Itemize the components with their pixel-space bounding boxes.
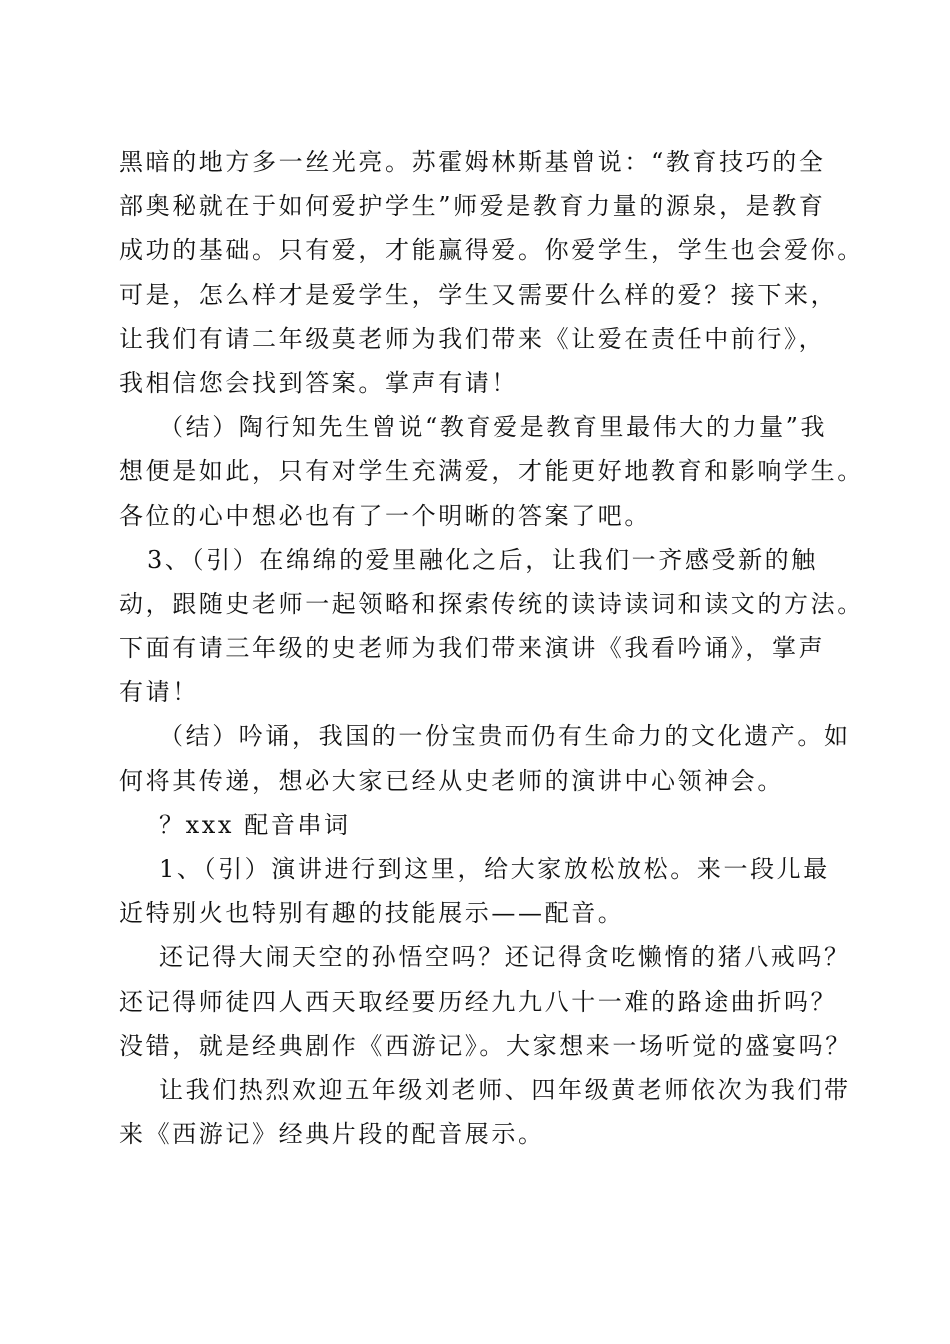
text-line: 3、（引）在绵绵的爱里融化之后，让我们一齐感受新的触 — [147, 545, 818, 574]
text-line: 下面有请三年级的史老师为我们带来演讲《我看吟诵》，掌声 — [119, 634, 826, 663]
text-line: （结）陶行知先生曾说“教育爱是教育里最伟大的力量”我 — [159, 413, 828, 442]
text-line: 让我们热烈欢迎五年级刘老师、四年级黄老师依次为我们带 — [159, 1075, 851, 1104]
text-line: 何将其传递，想必大家已经从史老师的演讲中心领神会。 — [119, 766, 784, 795]
text-line: 部奥秘就在于如何爱护学生”师爱是教育力量的源泉，是教育 — [119, 192, 826, 221]
text-line: 1、（引）演讲进行到这里，给大家放松放松。来一段儿最 — [159, 855, 830, 883]
text-line: 没错，就是经典剧作《西游记》。大家想来一场听觉的盛宴吗？ — [119, 1031, 852, 1060]
text-line: 想便是如此，只有对学生充满爱，才能更好地教育和影响学生。 — [119, 457, 864, 486]
section-heading: ？xxx 配音串词 — [159, 810, 351, 839]
text-line: 让我们有请二年级莫老师为我们带来《让爱在责任中前行》， — [119, 324, 826, 353]
text-line: 近特别火也特别有趣的技能展示——配音。 — [119, 899, 625, 928]
document-body — [119, 140, 864, 1156]
text-line: 成功的基础。只有爱，才能赢得爱。你爱学生，学生也会爱你。 — [119, 236, 864, 265]
text-line: 有请！ — [119, 678, 199, 707]
text-line: 动，跟随史老师一起领略和探索传统的读诗读词和读文的方法。 — [119, 589, 864, 618]
text-line: 我相信您会找到答案。掌声有请！ — [119, 368, 518, 397]
text-line: 来《西游记》经典片段的配音展示。 — [119, 1120, 545, 1149]
text-line: 各位的心中想必也有了一个明晰的答案了吧。 — [119, 501, 651, 530]
text-line: 还记得大闹天空的孙悟空吗？还记得贪吃懒惰的猪八戒吗？ — [159, 943, 851, 972]
text-line: 黑暗的地方多一丝光亮。苏霍姆林斯基曾说：“教育技巧的全 — [119, 148, 826, 176]
text-line: 还记得师徒四人西天取经要历经九九八十一难的路途曲折吗？ — [119, 987, 838, 1016]
text-line: （结）吟诵，我国的一份宝贵而仍有生命力的文化遗产。如 — [159, 722, 851, 751]
text-line: 可是，怎么样才是爱学生，学生又需要什么样的爱？接下来， — [119, 280, 838, 309]
